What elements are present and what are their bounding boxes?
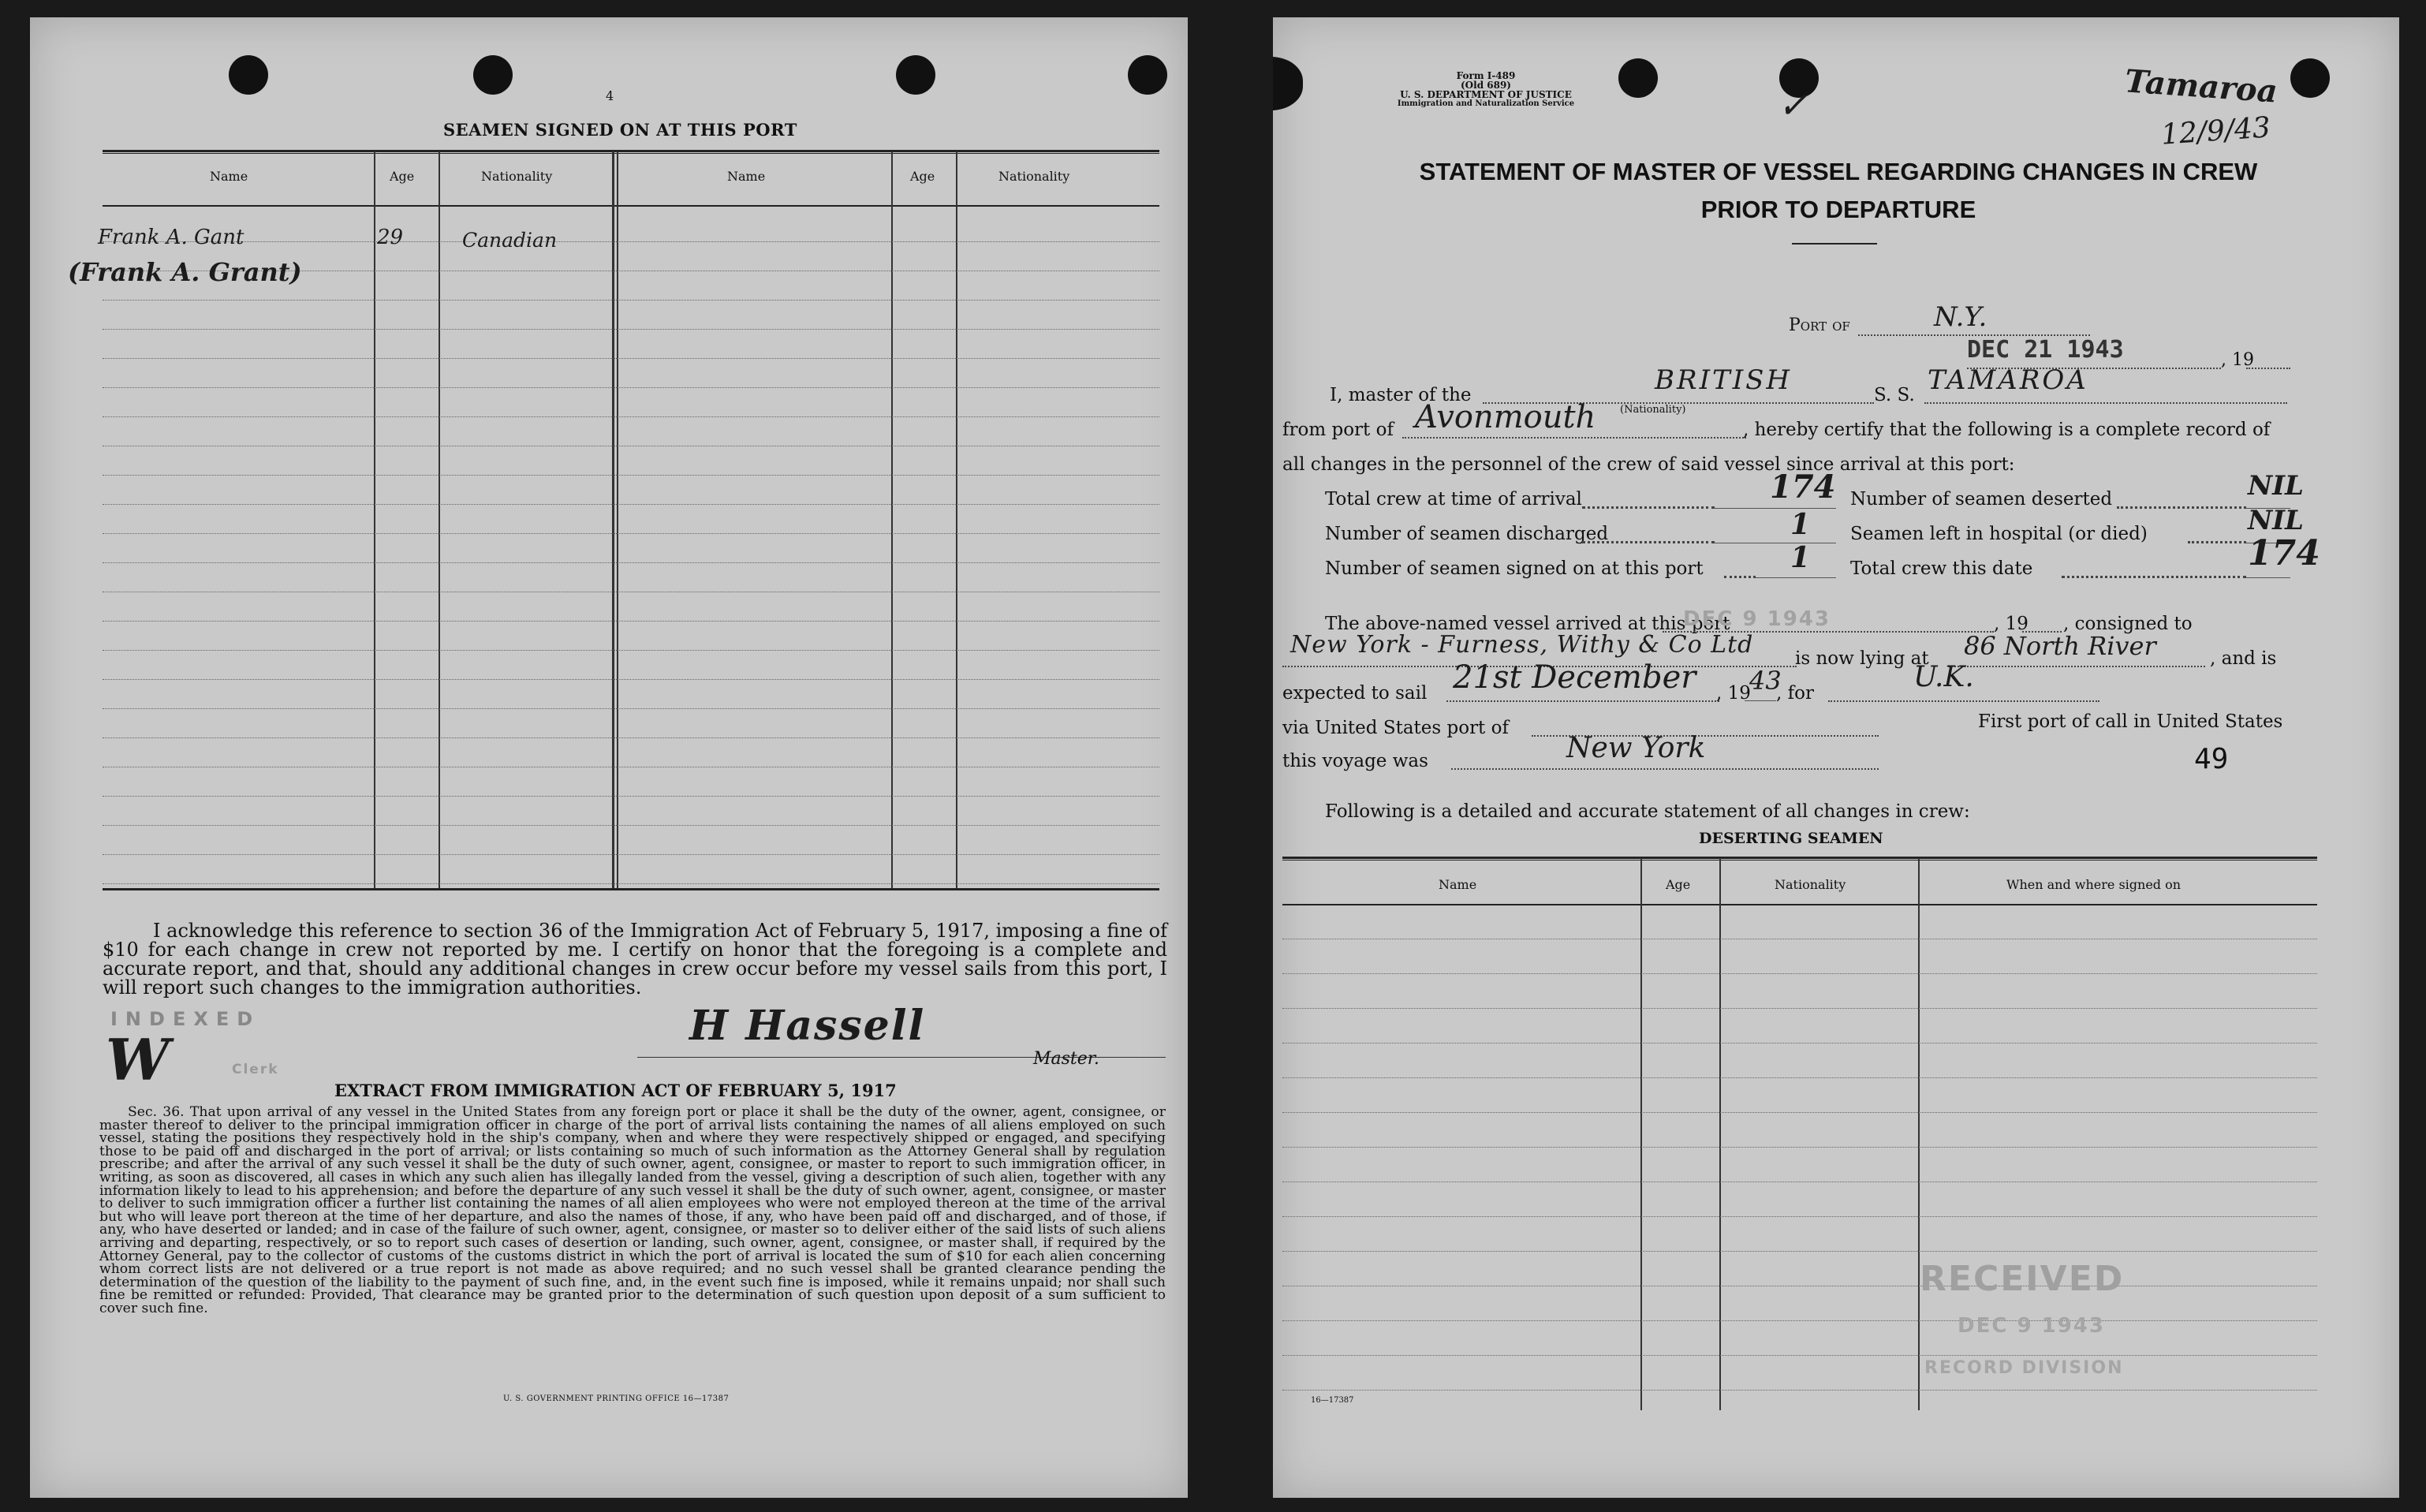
extract-text: Sec. 36. That upon arrival of any vessel in the United States from any foreign port or place it shall be the duty of the owner, agent, consignee, or master thereof to deliver to the principal immigration officer in charge of the port of arrival lists containing the names of all aliens employed on such vessel, stating the positions they respectively hold in the ship's company, when and where they were respectively shipped or engaged, and specifying those to be paid off and discharged in the port of arrival; or lists containing so much of such information as the Attorney General shall by regulation prescribe; and after the arrival of any such vessel it shall be the duty of such owner, agent, consignee, or master to report to such immigration officer, in writing, as soon as discovered, all cases in which any such alien has illegally landed from the vessel, giving a description of such alien, together with any information likely to lead to his apprehension; and before the departure of any such vessel it shall be the duty of such owner, agent, consignee, or master to deliver to such immigration officer a further list containing the names of all alien employees who were not employed thereon at the time of the arrival but who will leave port thereon at the time of her departure, and also the names of those, if any, who have been paid off and discharged, and of those, if any, who have deserted or landed; and in case of the failure of such owner, agent, consignee, or master so to deliver either of the said lists of such aliens arriving and departing, respectively, or so to report such cases of desertion or landing, such owner, agent, consignee, or master shall, if required by the Attorney General, pay to the collector of customs of the customs district in which the port of arrival is located the sum of $10 for each alien concerning whom correct lists are not delivered or a true report is not made as above required; and no such vessel shall be granted clearance pending the determination of the question of the liability to the payment of such fine, and, in the event such fine is imposed, while it remains unpaid; nor shall such fine be remitted or refunded: Provided, That clearance may be granted prior to the determination of such question upon deposit of a sum sufficient to cover such fine. [99,1104,1166,1316]
master-of-label: I, master of the [1330,385,1472,405]
punch-hole [1273,57,1303,110]
row-rule [1282,1320,2317,1321]
row-rule [103,241,1159,242]
entry-age: 29 [377,226,404,249]
row-rule [103,621,1159,622]
certify-text: , hereby certify that the following is a complete record of [1743,420,2271,440]
entry-nationality: Canadian [462,229,558,252]
row-rule [103,329,1159,330]
sail-value: 21st December [1453,659,1696,696]
received-date-stamp: DEC 9 1943 [1958,1314,2105,1338]
row-rule [1282,973,2317,974]
consigned-label: , consigned to [2063,614,2193,634]
col-header-age: Age [910,169,935,184]
punch-hole [1128,55,1167,95]
row-rule [1282,1251,2317,1252]
for-value: U.K. [1913,661,1974,693]
row-rule [1282,1077,2317,1078]
date-stamp: DEC 21 1943 [1967,336,2124,364]
stat-value: NIL [2248,470,2304,502]
sail-year-prefix: , 19 [1716,683,1751,704]
port-label: Port of [1789,315,1850,335]
stat-label: Number of seamen deserted [1850,489,2113,510]
and-is-label: , and is [2210,648,2277,669]
acknowledgement-text: I acknowledge this reference to section 36 of the Immigration Act of February 5, 1917, imposing a fine of $10 for each change in crew not reported by me. I certify on honor that the foregoing is a complete and accurate report, and that, should any additional changes in crew occur before my vessel sails from this port, I will report such changes to the immigration authorities. [103,920,1167,999]
col-header-name: Name [1439,877,1477,892]
row-rule [1282,1390,2317,1391]
row-rule [103,796,1159,797]
row-rule [103,854,1159,855]
nationality-value: BRITISH [1655,364,1793,396]
master-signature: H Hassell [689,1002,926,1050]
number-stamp: 49 [2194,743,2229,775]
stat-label: Number of seamen discharged [1325,524,1609,544]
received-stamp: RECEIVED [1920,1259,2125,1299]
form-title-line2: PRIOR TO DEPARTURE [1700,196,1976,223]
printing-office: U. S. GOVERNMENT PRINTING OFFICE 16—17387 [503,1394,730,1403]
form-old: (Old 689) [1461,80,1511,91]
arrived-year: , 19 [1994,614,2029,634]
row-rule [103,300,1159,301]
row-rule [103,533,1159,534]
left-page [30,17,1188,1498]
col-header-name: Name [727,169,766,184]
row-rule [1282,1216,2317,1217]
arrived-stamp: DEC 9 1943 [1683,607,1831,631]
entry-name: Frank A. Gant [98,226,244,249]
punch-hole [229,55,268,95]
row-rule [1282,1355,2317,1356]
check-mark-icon: ✓ [1778,84,1808,126]
row-rule [103,358,1159,359]
master-label: Master. [1033,1049,1099,1069]
row-rule [103,562,1159,563]
stat-value: 174 [1770,469,1836,506]
voyage-value: New York [1566,732,1706,764]
stat-value: 1 [1790,541,1811,574]
stat-value: 1 [1790,508,1811,541]
row-rule [103,387,1159,388]
col-header-when-where: When and where signed on [2006,877,2182,892]
lying-label: is now lying at [1795,648,1929,669]
handwritten-ship-name: Tamaroa [2123,62,2279,110]
row-rule [1282,1112,2317,1113]
row-rule [1282,1147,2317,1148]
col-header-nationality: Nationality [481,169,553,184]
row-rule [103,737,1159,738]
port-value: N.Y. [1934,301,1987,333]
right-page [1273,17,2399,1498]
via-label: via United States port of [1282,718,1509,738]
row-rule [103,650,1159,651]
arrived-label: The above-named vessel arrived at this port [1325,614,1730,634]
certify-text-2: all changes in the personnel of the crew of said vessel since arrival at this port: [1282,454,2015,475]
row-rule [103,416,1159,417]
sail-year: 43 [1749,666,1782,696]
record-division-stamp: RECORD DIVISION [1924,1358,2124,1378]
col-header-age: Age [1666,877,1691,892]
voyage-label: this voyage was [1282,751,1428,771]
form-header [1368,71,1604,109]
indexed-stamp: INDEXED [110,1008,261,1030]
deserting-title: DESERTING SEAMEN [1699,830,1883,847]
stat-label: Seamen left in hospital (or died) [1850,524,2148,544]
service: Immigration and Naturalization Service [1397,99,1575,108]
col-header-nationality: Nationality [1775,877,1846,892]
for-label: , for [1776,683,1814,704]
row-rule [103,504,1159,505]
form-title-line1: STATEMENT OF MASTER OF VESSEL REGARDING CHANGES IN CREW [1419,158,2258,185]
from-port-label: from port of [1282,420,1394,440]
clerk-label: Clerk [232,1062,279,1077]
punch-hole [2290,58,2330,98]
ship-value: TAMAROA [1928,364,2088,396]
row-rule [103,883,1159,884]
stat-label: Total crew this date [1850,558,2033,579]
row-rule [103,708,1159,709]
row-rule [1282,1008,2317,1009]
year-suffix: , 19 [2221,350,2254,370]
row-rule [103,679,1159,680]
section-title: SEAMEN SIGNED ON AT THIS PORT [443,120,797,140]
row-rule [103,475,1159,476]
punch-hole [896,55,935,95]
lying-value: 86 North River [1964,631,2156,661]
extract-title: EXTRACT FROM IMMIGRATION ACT OF FEBRUARY 5, 1917 [334,1081,897,1100]
punch-hole [1618,58,1658,98]
following-text: Following is a detailed and accurate statement of all changes in crew: [1325,801,1970,822]
page-number: 4 [606,88,614,103]
col-header-age: Age [390,169,415,184]
footer-code: 16—17387 [1311,1396,1354,1405]
col-header-name: Name [210,169,248,184]
sail-label: expected to sail [1282,683,1428,704]
stat-value: 174 [2248,533,2320,573]
stat-value: NIL [2248,505,2304,536]
handwritten-date: 12/9/43 [2159,111,2272,151]
col-header-nationality: Nationality [998,169,1070,184]
row-rule [103,825,1159,826]
consignee-value: New York - Furness, Withy & Co Ltd [1290,631,1754,659]
entry-name-corrected: (Frank A. Grant) [68,257,302,287]
form-number: Form I-489 [1456,70,1516,81]
department: U. S. DEPARTMENT OF JUSTICE [1400,89,1572,100]
nationality-caption: (Nationality) [1620,404,1686,416]
first-port-label: First port of call in United States [1978,711,2283,732]
punch-hole [473,55,513,95]
stat-label: Number of seamen signed on at this port [1325,558,1704,579]
from-port-value: Avonmouth [1415,399,1596,435]
clerk-initials: W [106,1026,170,1093]
stat-label: Total crew at time of arrival [1325,489,1582,510]
ss-label: S. S. [1874,385,1915,405]
